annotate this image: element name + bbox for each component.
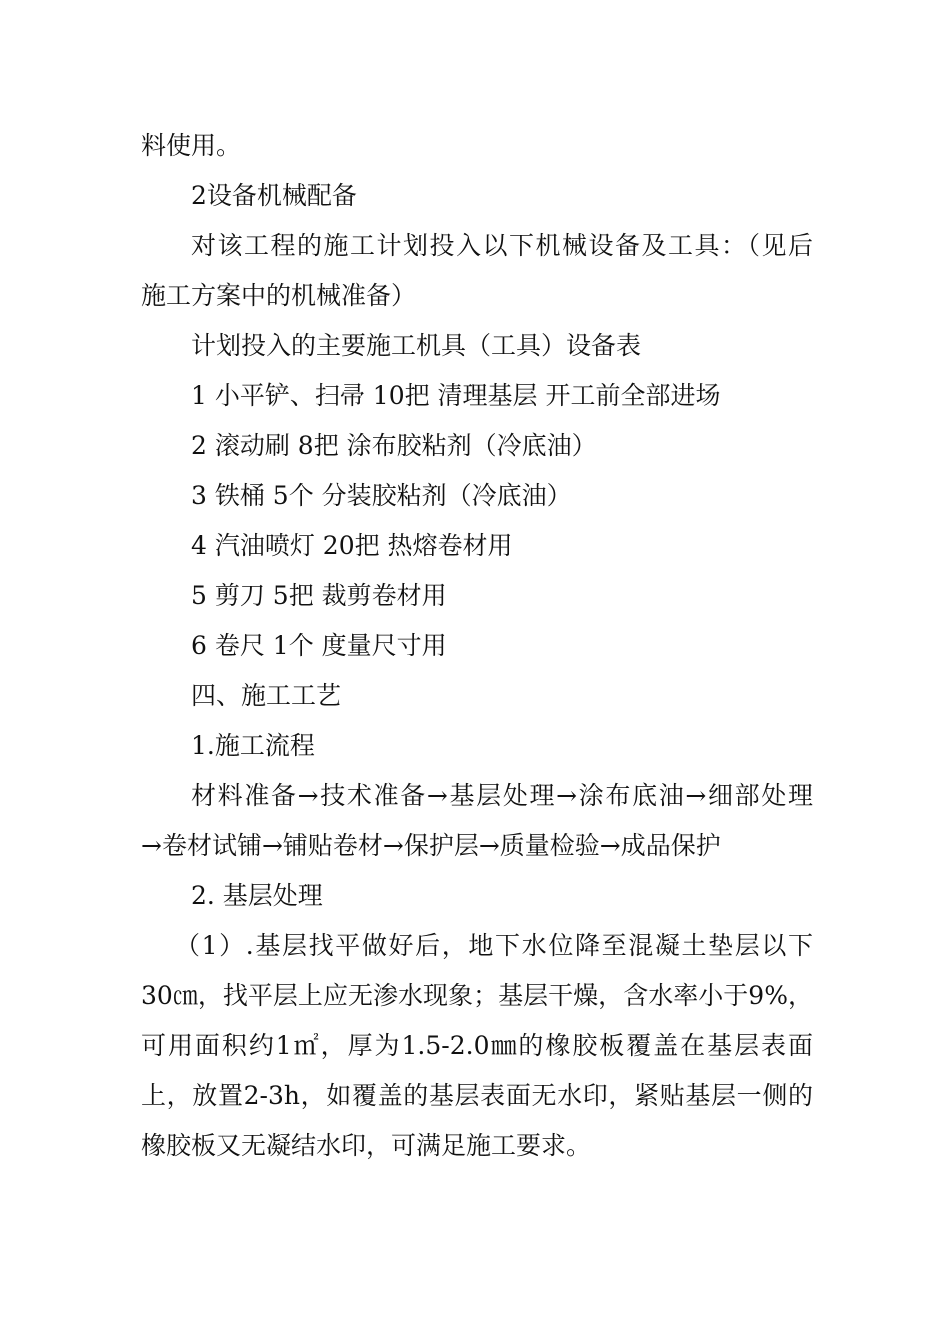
text-line: 料使用。 (141, 131, 242, 160)
paragraph-line: 施工方案中的机械准备） (141, 281, 417, 310)
equipment-item: 6 卷尺 1个 度量尺寸用 (191, 631, 447, 660)
paragraph-line: 30㎝，找平层上应无渗水现象；基层干燥，含水率小于9%， (141, 981, 813, 1010)
subsection-heading: 2. 基层处理 (191, 881, 323, 910)
section-heading: 四、施工工艺 (191, 681, 342, 710)
paragraph-line: 可用面积约1㎡，厚为1.5-2.0㎜的橡胶板覆盖在基层表面 (141, 1031, 813, 1060)
subsection-heading: 1.施工流程 (191, 731, 315, 760)
section-heading: 2设备机械配备 (191, 181, 357, 210)
equipment-item: 1 小平铲、扫帚 10把 清理基层 开工前全部进场 (191, 381, 721, 410)
equipment-item: 3 铁桶 5个 分装胶粘剂（冷底油） (191, 481, 572, 510)
paragraph-line: 上，放置2-3h，如覆盖的基层表面无水印，紧贴基层一侧的 (141, 1081, 813, 1110)
table-title: 计划投入的主要施工机具（工具）设备表 (191, 331, 642, 360)
equipment-item: 5 剪刀 5把 裁剪卷材用 (191, 581, 447, 610)
paragraph-line: 橡胶板又无凝结水印，可满足施工要求。 (141, 1131, 592, 1160)
paragraph-line: （1）.基层找平做好后，地下水位降至混凝土垫层以下 (175, 931, 813, 960)
equipment-item: 4 汽油喷灯 20把 热熔卷材用 (191, 531, 513, 560)
equipment-item: 2 滚动刷 8把 涂布胶粘剂（冷底油） (191, 431, 597, 460)
process-flow-line: →卷材试铺→铺贴卷材→保护层→质量检验→成品保护 (141, 831, 721, 860)
process-flow-line: 材料准备→技术准备→基层处理→涂布底油→细部处理 (191, 781, 813, 810)
paragraph-line: 对该工程的施工计划投入以下机械设备及工具：（见后 (191, 231, 813, 260)
document-body (141, 121, 813, 1171)
